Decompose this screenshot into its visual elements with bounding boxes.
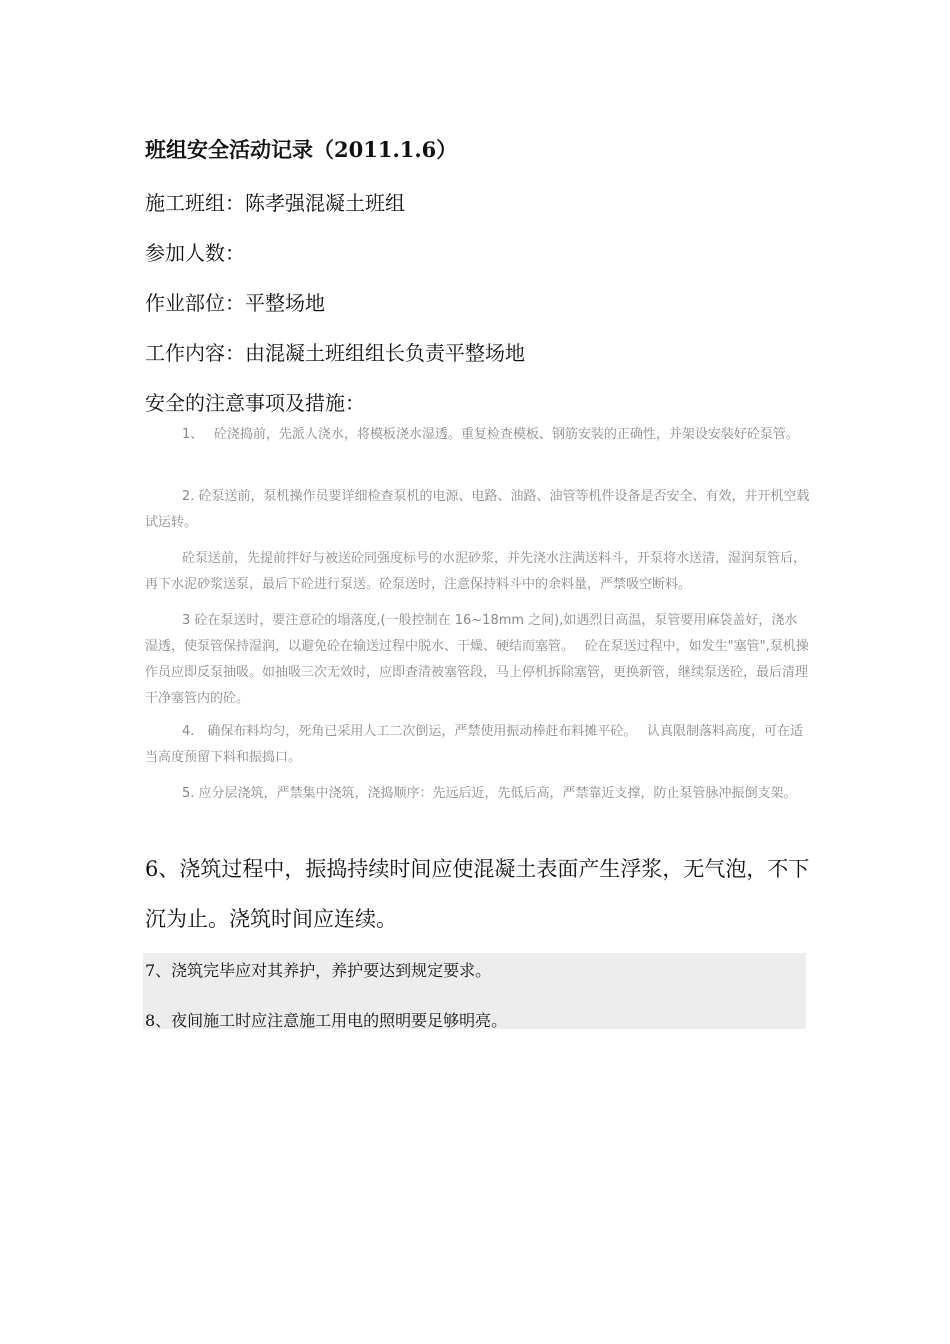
safety-item-2: 2. 砼泵送前，泵机操作员要详细检查泵机的电源、电路、油路、油管等机件设备是否安全、有效，并开机空载试运转。 <box>145 489 810 530</box>
safety-item-2b: 砼泵送前，先提前拌好与被送砼同强度标号的水泥砂浆，并先浇水注满送料斗，开泵将水送清，湿润泵管后，再下水泥砂浆送泵，最后下砼进行泵送。砼泵送时，注意保持料斗中的余料量，严禁吸空断料。 <box>145 551 807 592</box>
location-field: 作业部位：平整场地 <box>145 291 325 315</box>
safety-item-7: 7、浇筑完毕应对其养护，养护要达到规定要求。 <box>145 961 492 980</box>
safety-heading: 安全的注意事项及措施： <box>145 391 365 415</box>
safety-item-4: 4. 确保布料均匀，死角已采用人工二次倒运，严禁使用振动棒赶布料摊平砼。 认真限制落料高度，可在适当高度预留下料和振捣口。 <box>145 724 804 765</box>
safety-item-3: 3 砼在泵送时，要注意砼的塌落度,(一般控制在 16~18mm 之间),如遇烈日高温，泵管要用麻袋盖好，浇水湿透，使泵管保持湿润，以避免砼在输送过程中脱水、干燥、硬结而塞管。 砼在泵送过程中，如发生"塞管",泵机操作员应即反泵抽吸。如抽吸三次无效时，应即查清被塞管段，马上停机拆除塞管，更换新管，继续泵送砼，最后清理干净塞管内的砼。 <box>145 613 809 706</box>
participants-field: 参加人数： <box>145 241 245 265</box>
safety-item-6: 6、浇筑过程中，振捣持续时间应使混凝土表面产生浮浆，无气泡，不下沉为止。浇筑时间应连续。 <box>145 857 810 931</box>
team-field: 施工班组：陈孝强混凝土班组 <box>145 191 405 215</box>
content-field: 工作内容：由混凝土班组组长负责平整场地 <box>145 341 525 365</box>
safety-item-5: 5. 应分层浇筑，严禁集中浇筑，浇捣顺序：先远后近，先低后高，严禁靠近支撑，防止泵管脉冲振倒支架。 <box>182 786 797 801</box>
safety-item-8: 8、夜间施工时应注意施工用电的照明要足够明亮。 <box>145 1011 508 1030</box>
document-title: 班组安全活动记录（2011.1.6） <box>145 137 458 162</box>
safety-item-1: 1、 砼浇捣前，先派人浇水，将模板浇水湿透。重复检查模板、钢筋安装的正确性，并架设安装好砼泵管。 <box>182 427 799 442</box>
